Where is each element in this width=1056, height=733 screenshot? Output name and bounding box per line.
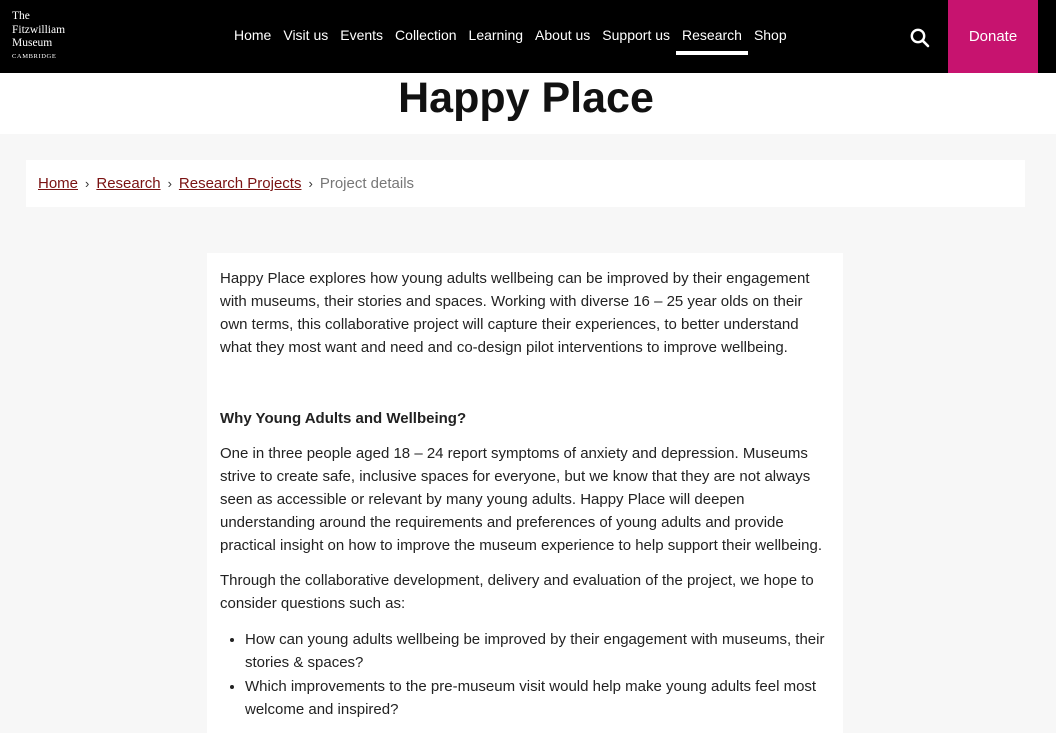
logo-line: Museum	[12, 37, 53, 49]
logo-line: The	[12, 10, 30, 22]
search-icon	[906, 24, 934, 52]
nav-item-home[interactable]: Home	[234, 27, 272, 43]
intro-paragraph: Happy Place explores how young adults wellbeing can be improved by their engagement with museums, their stories and spaces. Working with diverse 16 – 25 year olds on their own terms, this collaborative project will capture their experiences, to better understand what they most want and need and co-design pilot interventions to improve wellbeing.	[220, 270, 810, 356]
list-item: • Which improvements to the pre-museum visit would help make young adults feel most welcome and inspired?	[245, 675, 831, 721]
nav-item-support-us[interactable]: Support us	[602, 27, 671, 43]
breadcrumb-research[interactable]: Research	[96, 175, 161, 192]
site-header	[0, 0, 1056, 73]
chevron-right-icon: ›	[167, 176, 172, 191]
nav-item-events[interactable]: Events	[340, 27, 384, 43]
search-button[interactable]	[906, 24, 934, 52]
body-paragraph: One in three people aged 18 – 24 report symptoms of anxiety and depression. Museums strive to create safe, inclusive spaces for everyone, but we know that they are not always seen as accessible or relevant by many young adults. Happy Place will deepen understanding around the requirements and preferences of young adults and provide practical insight on how to improve the museum experience to help support their wellbeing.	[220, 445, 822, 554]
nav-item-collection[interactable]: Collection	[395, 27, 457, 43]
logo-line: Fitzwilliam	[12, 23, 66, 36]
breadcrumb-research-projects[interactable]: Research Projects	[178, 175, 302, 192]
list-item: • How can young adults wellbeing be improved by their engagement with museums, their stories & spaces?	[245, 628, 831, 674]
section-heading: Why Young Adults and Wellbeing?	[220, 410, 467, 427]
breadcrumb-current: Project details	[319, 175, 415, 192]
logo-line: CAMBRIDGE	[12, 52, 57, 60]
breadcrumb	[26, 160, 1025, 207]
chevron-right-icon: ›	[85, 176, 90, 191]
chevron-right-icon: ›	[308, 176, 313, 191]
main-nav	[228, 0, 793, 73]
questions-list	[220, 628, 831, 721]
body-paragraph: Through the collaborative development, delivery and evaluation of the project, we hope to consider questions such as:	[220, 572, 814, 612]
donate-button[interactable]: Donate	[948, 0, 1038, 73]
fitzwilliam-logo[interactable]	[12, 10, 82, 62]
nav-item-shop[interactable]: Shop	[753, 27, 787, 43]
nav-item-visit-us[interactable]: Visit us	[283, 27, 329, 43]
project-content	[207, 253, 843, 733]
breadcrumb-home[interactable]: Home	[38, 175, 79, 192]
page-title: Happy Place	[398, 74, 654, 122]
nav-item-about-us[interactable]: About us	[535, 27, 591, 43]
nav-item-research[interactable]: Research	[676, 0, 748, 73]
nav-item-learning[interactable]: Learning	[468, 27, 524, 43]
